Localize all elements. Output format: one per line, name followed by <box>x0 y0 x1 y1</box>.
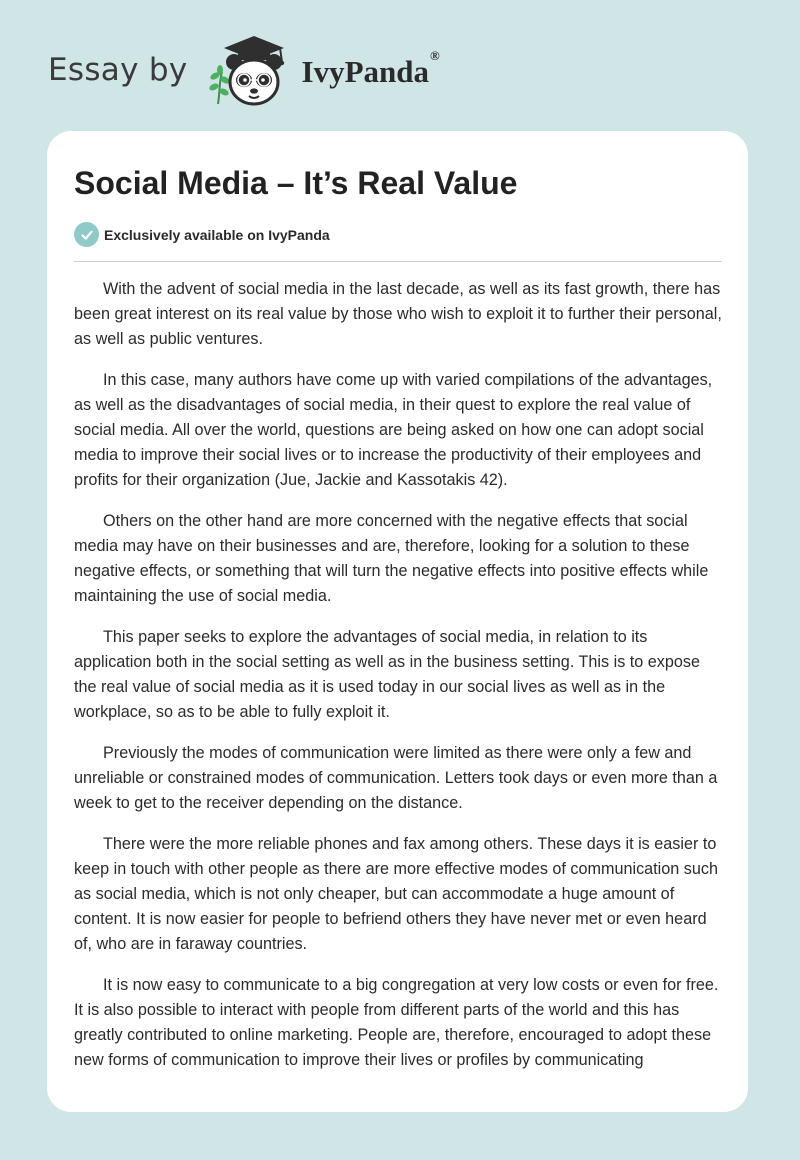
article-card <box>47 131 748 1112</box>
article-body <box>74 277 726 1089</box>
paragraph: It is now easy to communicate to a big congregation at very low costs or even for free. It is also possible to interact with people from different parts of the world and this has greatly contributed to online marketing. People are, therefore, encouraged to adopt these new forms of communication to improve their lives or profiles by communicating <box>74 976 719 1069</box>
paragraph: There were the more reliable phones and fax among others. These days it is easier to keep in touch with other people as there are more effective modes of communication such as social media, which is not only cheaper, but can accommodate a huge amount of content. It is now easier for people to befriend others they have never met or even heard of, who are in faraway countries. <box>74 835 718 953</box>
paragraph: Others on the other hand are more concerned with the negative effects that social media may have on their businesses and are, therefore, looking for a solution to these negative effects, or something that will turn the negative effects into positive effects while maintaining the use of social media. <box>74 512 709 605</box>
essay-by-label: Essay by <box>48 52 188 88</box>
exclusive-badge-label: Exclusively available on IvyPanda <box>104 226 330 243</box>
site-header <box>48 30 440 110</box>
paragraph: With the advent of social media in the last decade, as well as its fast growth, there has been great interest on its real value by those who wish to exploit it to further their personal, as well as public ventures. <box>74 280 722 348</box>
paragraph: Previously the modes of communication were limited as there were only a few and unreliable or constrained modes of communication. Letters took days or even more than a week to get to the receiver depending on the distance. <box>74 744 718 812</box>
registered-mark: ® <box>430 48 440 63</box>
brand-name-text: IvyPanda <box>301 54 429 89</box>
paragraph: This paper seeks to explore the advantages of social media, in relation to its application both in the social setting as well as in the business setting. This is to expose the real value of social media as it is used today in our social lives as well as in the workplace, so as to be able to fully exploit it. <box>74 628 700 721</box>
exclusive-badge <box>74 222 330 247</box>
brand-name[interactable] <box>301 48 440 90</box>
article-title: Social Media – It’s Real Value <box>74 165 518 201</box>
panda-logo-icon[interactable] <box>204 30 296 110</box>
check-icon <box>74 222 99 247</box>
paragraph: In this case, many authors have come up with varied compilations of the advantages, as well as the disadvantages of social media, in their quest to explore the real value of social media. All over the world, questions are being asked on how one can adopt social media to improve their social lives or to increase the productivity of their employees and profits for their organization (Jue, Jackie and Kassotakis 42). <box>74 371 713 489</box>
title-divider <box>74 261 722 262</box>
leaf-icon <box>208 65 231 104</box>
